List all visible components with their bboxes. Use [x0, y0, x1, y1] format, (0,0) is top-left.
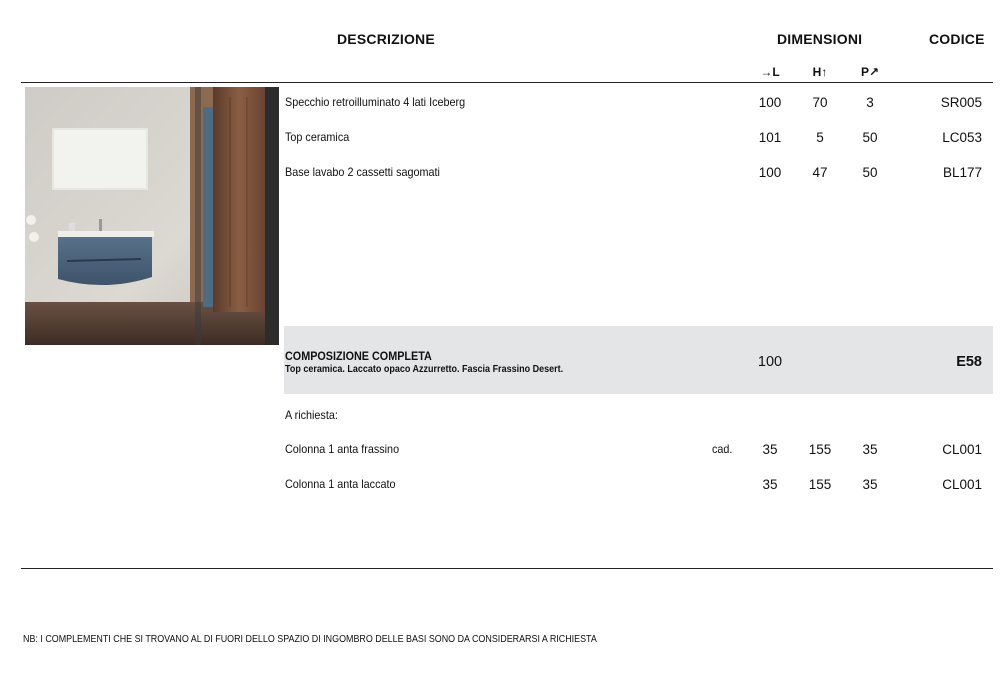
header-height: H↑ [812, 65, 828, 79]
item-height: 70 [812, 95, 828, 110]
item-description: Colonna 1 anta laccato [285, 477, 396, 491]
item-length: 101 [758, 130, 782, 145]
composition-code: E58 [956, 354, 982, 370]
item-length: 100 [758, 95, 782, 110]
header-codice: CODICE [929, 31, 985, 47]
product-photo [25, 87, 279, 345]
unit-label: cad. [712, 442, 733, 456]
header-rule [21, 82, 993, 83]
item-depth: 50 [862, 130, 878, 145]
header-depth: P↗ [860, 65, 880, 79]
composition-title: COMPOSIZIONE COMPLETA [285, 349, 432, 363]
composition-subtitle: Top ceramica. Laccato opaco Azzurretto. Fascia Frassino Desert. [285, 364, 564, 375]
item-code: SR005 [940, 95, 982, 110]
item-length: 100 [758, 165, 782, 180]
header-dimensioni: DIMENSIONI [777, 31, 863, 47]
item-depth: 35 [862, 477, 878, 492]
footnote: NB: I COMPLEMENTI CHE SI TROVANO AL DI FUORI DELLO SPAZIO DI INGOMBRO DELLE BASI SONO DA CONSIDERARSI A RICHIESTA [23, 633, 597, 645]
item-length: 35 [762, 477, 778, 492]
footer-rule [21, 568, 993, 569]
header-length: →L [760, 65, 780, 79]
header-descrizione: DESCRIZIONE [337, 31, 435, 47]
item-code: LC053 [942, 130, 982, 145]
item-height: 47 [812, 165, 828, 180]
item-depth: 35 [862, 442, 878, 457]
item-height: 155 [808, 442, 832, 457]
item-depth: 50 [862, 165, 878, 180]
item-code: BL177 [942, 165, 982, 180]
item-description: Specchio retroilluminato 4 lati Iceberg [285, 95, 466, 109]
item-description: Base lavabo 2 cassetti sagomati [285, 165, 440, 179]
composition-length: 100 [757, 354, 783, 370]
item-code: CL001 [942, 477, 982, 492]
item-code: CL001 [942, 442, 982, 457]
item-description: Top ceramica [285, 130, 350, 144]
item-height: 155 [808, 477, 832, 492]
item-height: 5 [816, 130, 824, 145]
on-request-label: A richiesta: [285, 408, 338, 422]
item-length: 35 [762, 442, 778, 457]
item-description: Colonna 1 anta frassino [285, 442, 400, 456]
item-depth: 3 [866, 95, 874, 110]
